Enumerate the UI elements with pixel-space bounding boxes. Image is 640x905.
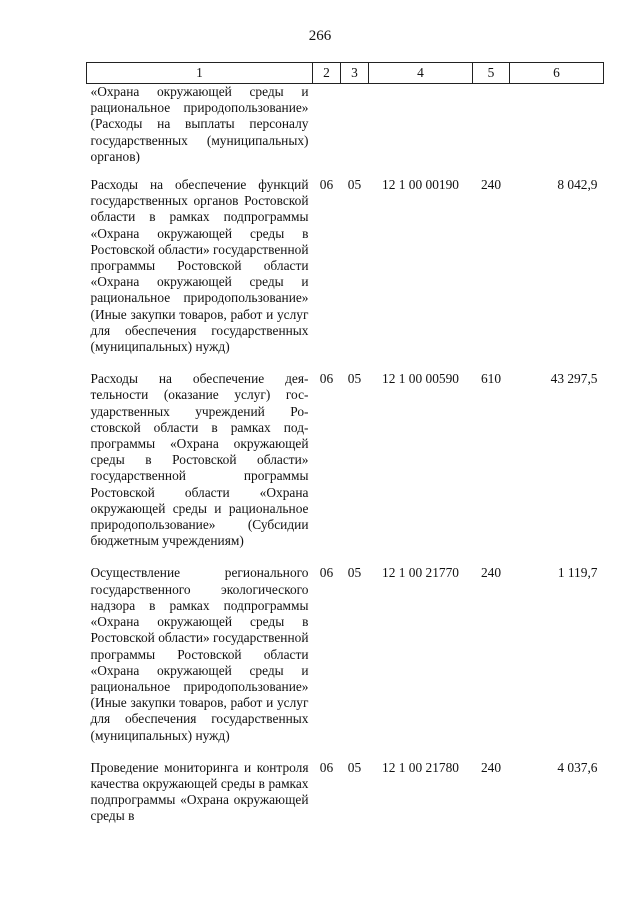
- table-row: [87, 84, 604, 178]
- row-description: «Охрана окружающей среды и рациональное природопользование» (Расходы на выплаты персоналу государственных (муниципальных) органов): [90, 84, 309, 164]
- row-target: 12 1 00 00190: [382, 177, 459, 193]
- header-col-3: 3: [341, 63, 369, 84]
- row-expense-type: 610: [480, 371, 502, 387]
- row-description: Проведение мониторинга и контроля качества окружающей среды в рамках подпрограммы «Охрана окружающей среды в: [90, 759, 309, 824]
- row-subsection: 05: [347, 759, 362, 775]
- row-expense-type: 240: [480, 177, 502, 193]
- table-row: [87, 177, 604, 371]
- budget-table: [86, 62, 604, 825]
- row-expense-type: 240: [480, 565, 502, 581]
- row-amount: [510, 84, 604, 178]
- header-col-6: 6: [510, 63, 604, 84]
- table-row: [87, 760, 604, 825]
- page-number: 266: [308, 28, 332, 44]
- row-target: 12 1 00 21770: [382, 565, 459, 581]
- row-amount: 1 119,7: [557, 565, 598, 581]
- header-col-1: 1: [87, 63, 313, 84]
- row-amount: 4 037,6: [557, 759, 598, 775]
- header-col-5: 5: [473, 63, 510, 84]
- table-header-row: [87, 63, 604, 84]
- row-target: [369, 84, 473, 178]
- header-col-4: 4: [369, 63, 473, 84]
- table-row: [87, 565, 604, 759]
- row-target: 12 1 00 21780: [382, 759, 459, 775]
- row-description: Расходы на обеспечение функций государственных органов Ростовской области в рамках подпрограммы «Охрана окружающей среды в Ростовской области» государственной программы Ростовской области «Охрана окружающей среды и рациональное природопользование» (Иные закупки товаров, работ и услуг для обеспечения государственных (муниципальных) нужд): [90, 177, 309, 355]
- row-description: Осуществление регионального государственного экологического надзора в рамках подпрограммы «Охрана окружающей среды в Ростовской области» государственной программы Ростовской области «Охрана окружающей среды и рациональное природопользование» (Иные закупки товаров, работ и услуг для обеспечения государственных (муниципальных) нужд): [90, 565, 309, 743]
- row-target: 12 1 00 00590: [382, 371, 459, 387]
- row-amount: 8 042,9: [557, 177, 598, 193]
- row-description: Расходы на обеспечение деятельности (оказание услуг) государственных учреждений Ростовской области в рамках подпрограммы «Охрана окружающей среды в Ростовской области» государственной программы Ростовской области «Охрана окружающей среды и рациональное природопользование» (Субсидии бюджетным учреждениям): [90, 371, 309, 549]
- table-row: [87, 371, 604, 565]
- row-section: [313, 84, 341, 178]
- header-col-2: 2: [313, 63, 341, 84]
- row-subsection: [341, 84, 369, 178]
- row-expense-type: [473, 84, 510, 178]
- row-section: 06: [319, 565, 334, 581]
- row-subsection: 05: [347, 565, 362, 581]
- row-subsection: 05: [347, 177, 362, 193]
- row-subsection: 05: [347, 371, 362, 387]
- row-amount: 43 297,5: [550, 371, 598, 387]
- row-section: 06: [319, 177, 334, 193]
- row-section: 06: [319, 759, 334, 775]
- row-expense-type: 240: [480, 759, 502, 775]
- row-section: 06: [319, 371, 334, 387]
